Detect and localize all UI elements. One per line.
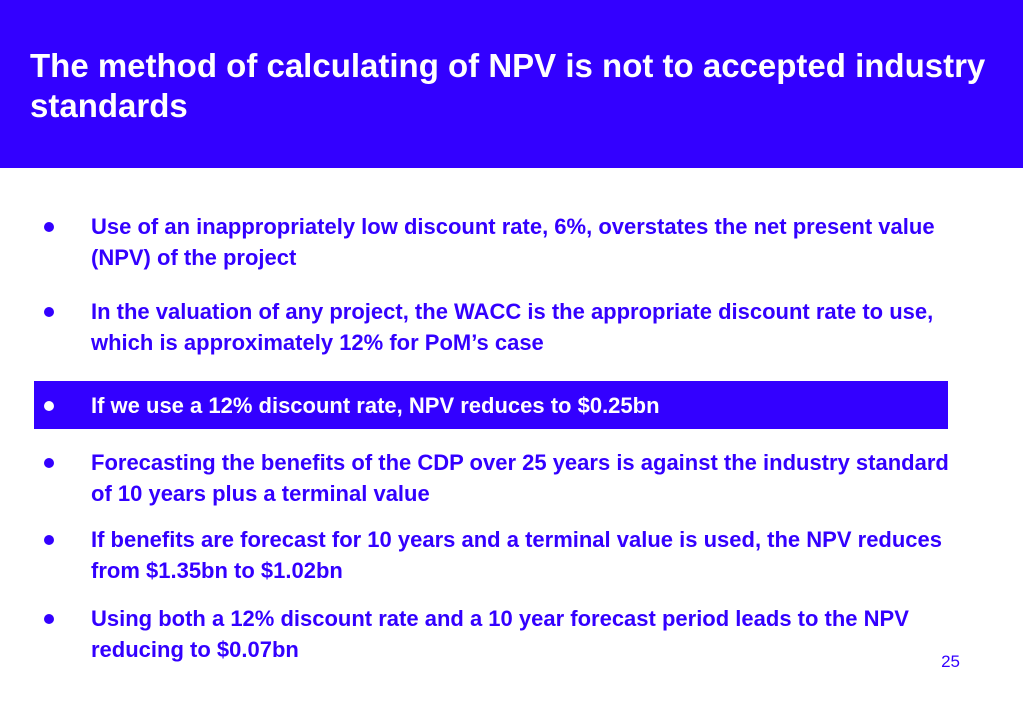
title-band [0, 0, 1023, 168]
highlighted-bullet [34, 381, 948, 429]
slide-title: The method of calculating of NPV is not to accepted industry standards [30, 47, 986, 124]
bullet-dot-icon [44, 307, 54, 317]
bullet-text: In the valuation of any project, the WACC is the appropriate discount rate to use, which is approximately 12% for PoM’s case [91, 299, 934, 355]
bullet-dot-icon [44, 458, 54, 468]
bullet-dot-icon [44, 614, 54, 624]
bullet-dot-icon [44, 401, 54, 411]
bullet-dot-icon [44, 535, 54, 545]
bullet-dot-icon [44, 222, 54, 232]
page-number: 25 [941, 652, 960, 671]
bullet-text: If we use a 12% discount rate, NPV reduces to $0.25bn [91, 393, 660, 418]
bullet-text: Using both a 12% discount rate and a 10 year forecast period leads to the NPV reducing to $0.07bn [91, 606, 909, 662]
bullet-text: Forecasting the benefits of the CDP over 25 years is against the industry standard of 10 years plus a terminal value [91, 450, 949, 506]
bullet-text: Use of an inappropriately low discount rate, 6%, overstates the net present value (NPV) of the project [91, 214, 935, 270]
bullet-text: If benefits are forecast for 10 years and a terminal value is used, the NPV reduces from $1.35bn to $1.02bn [91, 527, 943, 583]
